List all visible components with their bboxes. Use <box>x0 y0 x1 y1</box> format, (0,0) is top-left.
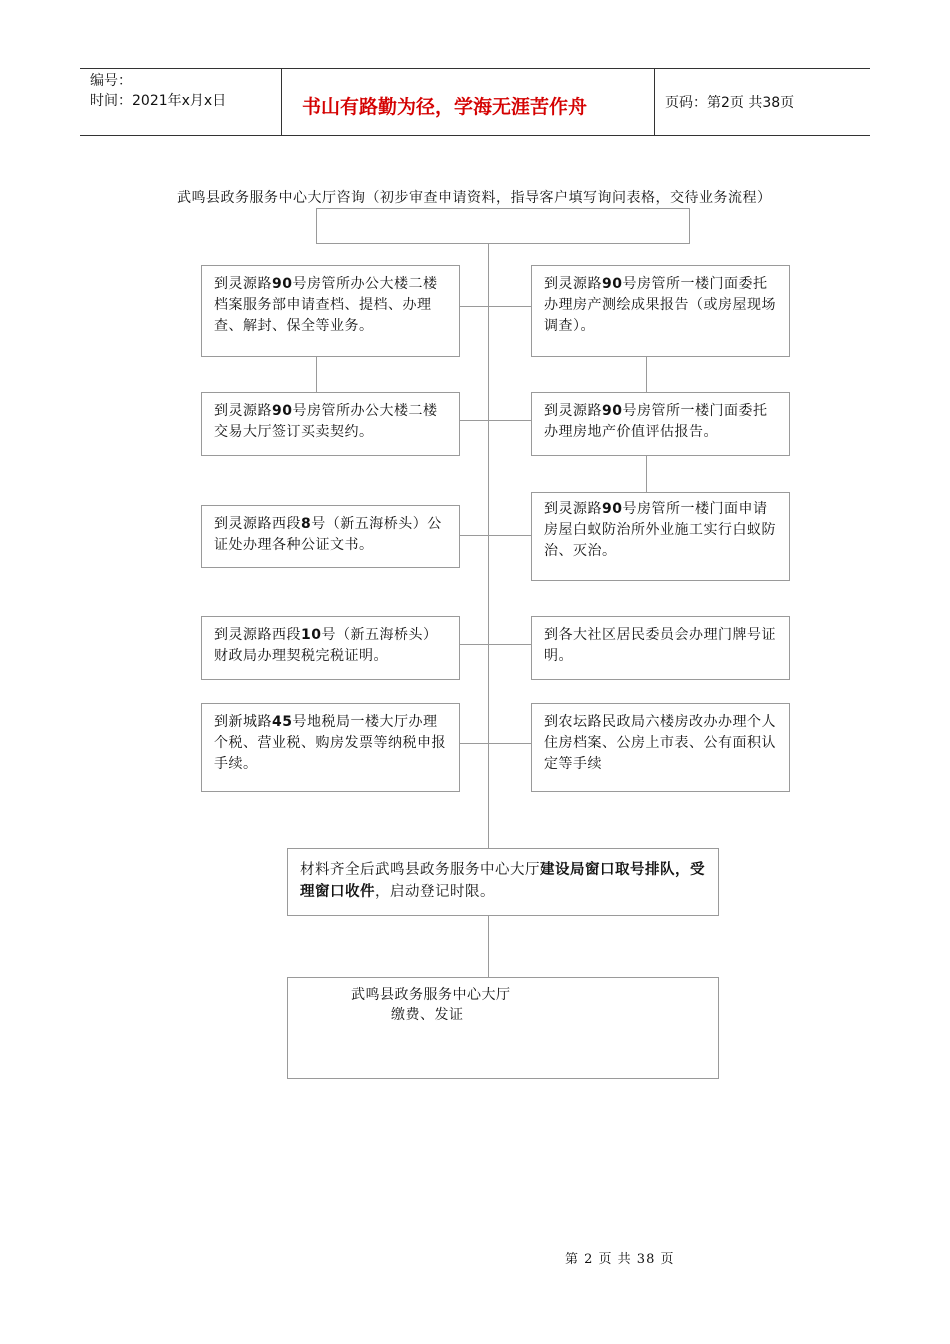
right-step-2 <box>531 392 790 456</box>
left-step-4-num: 10 <box>301 627 322 643</box>
left-step-2-post: 号房管所办公大楼二楼交易大厅签订买卖契约。 <box>214 403 438 440</box>
left-step-2-num: 90 <box>272 403 293 419</box>
final-text-1: 武鸣县政务服务中心大厅 <box>351 987 511 1003</box>
branch-row3 <box>459 535 531 536</box>
header-bottom-rule <box>80 135 870 136</box>
header-divider-left <box>281 68 282 136</box>
start-box <box>316 208 690 244</box>
right-step-1-pre: 到灵源路 <box>544 276 602 292</box>
left-step-1-pre: 到灵源路 <box>214 276 272 292</box>
branch-row1 <box>459 306 531 307</box>
left-step-3-post: 号（新五海桥头）公证处办理各种公证文书。 <box>214 516 442 553</box>
final-text-2: 缴费、发证 <box>391 1007 464 1023</box>
branch-row2 <box>459 420 531 421</box>
right-step-3-pre: 到灵源路 <box>544 501 602 517</box>
date-label: 时间：2021年x月x日 <box>90 93 227 109</box>
right-step-3-num: 90 <box>602 501 623 517</box>
trunk-line-lower <box>488 915 489 978</box>
left-step-3-pre: 到灵源路西段 <box>214 516 301 532</box>
left-step-4 <box>201 616 460 680</box>
left-step-2 <box>201 392 460 456</box>
right-step-1 <box>531 265 790 357</box>
right-link-1-2 <box>646 356 647 393</box>
start-text: 武鸣县政务服务中心大厅咨询（初步审查申请资料，指导客户填写询问表格，交待业务流程） <box>177 190 772 206</box>
right-step-4 <box>531 616 790 680</box>
left-step-4-pre: 到灵源路西段 <box>214 627 301 643</box>
left-step-1 <box>201 265 460 357</box>
left-step-5-pre: 到新城路 <box>214 714 272 730</box>
header-top-rule <box>80 68 870 69</box>
left-step-4-post: 号（新五海桥头）财政局办理契税完税证明。 <box>214 627 438 664</box>
left-step-3 <box>201 505 460 568</box>
right-step-3 <box>531 492 790 581</box>
right-link-2-3 <box>646 455 647 493</box>
left-step-5-post: 号地税局一楼大厅办理个税、营业税、购房发票等纳税申报手续。 <box>214 714 446 772</box>
right-step-2-num: 90 <box>602 403 623 419</box>
right-step-4-text: 到各大社区居民委员会办理门牌号证明。 <box>544 627 776 664</box>
collect-box <box>287 848 719 916</box>
left-step-1-post: 号房管所办公大楼二楼档案服务部申请查档、提档、办理查、解封、保全等业务。 <box>214 276 438 334</box>
right-step-3-post: 号房管所一楼门面申请房屋白蚁防治所外业施工实行白蚁防治、灭治。 <box>544 501 776 559</box>
page-footer: 第 2 页 共 38 页 <box>565 1252 675 1267</box>
right-step-1-post: 号房管所一楼门面委托办理房产测绘成果报告（或房屋现场调查）。 <box>544 276 776 334</box>
left-step-3-num: 8 <box>301 516 312 532</box>
left-step-5-num: 45 <box>272 714 293 730</box>
right-step-2-pre: 到灵源路 <box>544 403 602 419</box>
left-step-2-pre: 到灵源路 <box>214 403 272 419</box>
trunk-line-upper <box>488 243 489 848</box>
right-step-5 <box>531 703 790 792</box>
left-step-1-num: 90 <box>272 276 293 292</box>
collect-text-2: 建设局窗口取号排队，受理窗口收件 <box>300 862 705 900</box>
header-motto: 书山有路勤为径，学海无涯苦作舟 <box>302 96 588 118</box>
branch-row5 <box>459 743 531 744</box>
collect-text-3: ，启动登记时限。 <box>375 884 495 900</box>
branch-row4 <box>459 644 531 645</box>
left-link-1-2 <box>316 356 317 393</box>
right-step-5-text: 到农坛路民政局六楼房改办办理个人住房档案、公房上市表、公有面积认定等手续 <box>544 714 776 772</box>
right-step-2-post: 号房管所一楼门面委托办理房地产价值评估报告。 <box>544 403 768 440</box>
page-label: 页码：第2页 共38页 <box>665 95 795 111</box>
serial-label: 编号： <box>90 73 132 89</box>
right-step-1-num: 90 <box>602 276 623 292</box>
header-divider-right <box>654 68 655 136</box>
left-step-5 <box>201 703 460 792</box>
collect-text-1: 材料齐全后武鸣县政务服务中心大厅 <box>300 862 540 878</box>
